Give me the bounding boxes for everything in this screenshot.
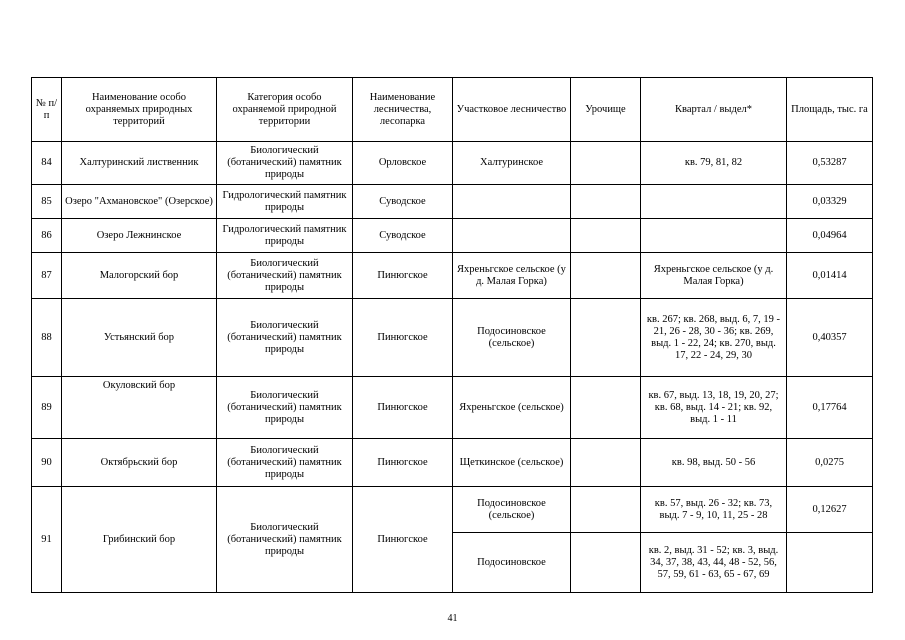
cell-district: Яхреньгское сельское (у д. Малая Горка) (453, 253, 571, 299)
header-row (32, 78, 873, 142)
cell-tract (571, 219, 641, 253)
table-row (32, 299, 873, 377)
cell-area: 0,12627 (787, 487, 873, 533)
header-area: Площадь, тыс. га (787, 78, 873, 142)
cell-tract (571, 185, 641, 219)
cell-name: Грибинский бор (62, 487, 217, 593)
cell-quarter: кв. 2, выд. 31 - 52; кв. 3, выд. 34, 37, 38, 43, 44, 48 - 52, 56, 57, 59, 61 - 63, 65 - 67, 69 (641, 533, 787, 593)
cell-forestry: Пинюгское (353, 253, 453, 299)
header-quarter: Квартал / выдел* (641, 78, 787, 142)
cell-forestry: Суводское (353, 185, 453, 219)
cell-name: Малогорский бор (62, 253, 217, 299)
cell-district (453, 219, 571, 253)
cell-tract (571, 533, 641, 593)
cell-area: 0,04964 (787, 219, 873, 253)
header-district: Участковое лесничество (453, 78, 571, 142)
cell-forestry: Пинюгское (353, 299, 453, 377)
cell-quarter: кв. 79, 81, 82 (641, 142, 787, 185)
header-name: Наименование особо охраняемых природных территорий (62, 78, 217, 142)
cell-category: Биологический (ботанический) памятник природы (217, 142, 353, 185)
cell-tract (571, 142, 641, 185)
cell-forestry: Суводское (353, 219, 453, 253)
cell-district: Подосиновское (сельское) (453, 299, 571, 377)
cell-tract (571, 299, 641, 377)
cell-district (453, 185, 571, 219)
cell-area: 0,01414 (787, 253, 873, 299)
cell-area: 0,03329 (787, 185, 873, 219)
cell-area: 0,17764 (787, 377, 873, 439)
cell-name: Устьянский бор (62, 299, 217, 377)
cell-num: 88 (32, 299, 62, 377)
cell-quarter: кв. 57, выд. 26 - 32; кв. 73, выд. 7 - 9, 10, 11, 25 - 28 (641, 487, 787, 533)
cell-name: Октябрьский бор (62, 439, 217, 487)
header-tract: Урочище (571, 78, 641, 142)
cell-num: 84 (32, 142, 62, 185)
header-forestry: Наименование лесничества, лесопарка (353, 78, 453, 142)
page-number: 41 (447, 613, 458, 624)
cell-forestry: Пинюгское (353, 487, 453, 593)
cell-category: Гидрологический памятник природы (217, 185, 353, 219)
cell-num: 87 (32, 253, 62, 299)
cell-quarter (641, 185, 787, 219)
table-row (32, 439, 873, 487)
cell-district: Халтуринское (453, 142, 571, 185)
cell-tract (571, 253, 641, 299)
cell-tract (571, 377, 641, 439)
cell-category: Биологический (ботанический) памятник природы (217, 439, 353, 487)
table-row (32, 487, 873, 533)
cell-district: Яхреньгское (сельское) (453, 377, 571, 439)
cell-quarter: кв. 67, выд. 13, 18, 19, 20, 27; кв. 68, выд. 14 - 21; кв. 92, выд. 1 - 11 (641, 377, 787, 439)
cell-name: Окуловский бор (62, 377, 217, 439)
cell-forestry: Пинюгское (353, 377, 453, 439)
cell-district: Щеткинское (сельское) (453, 439, 571, 487)
cell-name: Озеро "Ахмановское" (Озерское) (62, 185, 217, 219)
cell-category: Биологический (ботанический) памятник природы (217, 299, 353, 377)
cell-num: 90 (32, 439, 62, 487)
cell-quarter: Яхреньгское сельское (у д. Малая Горка) (641, 253, 787, 299)
cell-district: Подосиновское (сельское) (453, 487, 571, 533)
cell-tract (571, 487, 641, 533)
cell-district: Подосиновское (453, 533, 571, 593)
table-row (32, 253, 873, 299)
cell-name: Халтуринский лиственник (62, 142, 217, 185)
cell-category: Биологический (ботанический) памятник природы (217, 377, 353, 439)
cell-area: 0,0275 (787, 439, 873, 487)
cell-area: 0,40357 (787, 299, 873, 377)
cell-num: 91 (32, 487, 62, 593)
cell-num: 85 (32, 185, 62, 219)
table-row (32, 185, 873, 219)
cell-category: Гидрологический памятник природы (217, 219, 353, 253)
header-num: № п/п (32, 78, 62, 142)
cell-area (787, 533, 873, 593)
table-row (32, 142, 873, 185)
cell-name: Озеро Лежнинское (62, 219, 217, 253)
header-category: Категория особо охраняемой природной территории (217, 78, 353, 142)
cell-quarter (641, 219, 787, 253)
cell-area: 0,53287 (787, 142, 873, 185)
table-row (32, 219, 873, 253)
cell-category: Биологический (ботанический) памятник природы (217, 253, 353, 299)
cell-quarter: кв. 98, выд. 50 - 56 (641, 439, 787, 487)
table-row (32, 377, 873, 439)
cell-forestry: Орловское (353, 142, 453, 185)
cell-category: Биологический (ботанический) памятник природы (217, 487, 353, 593)
cell-tract (571, 439, 641, 487)
cell-num: 89 (32, 377, 62, 439)
protected-areas-table (31, 77, 873, 593)
cell-quarter: кв. 267; кв. 268, выд. 6, 7, 19 - 21, 26 - 28, 30 - 36; кв. 269, выд. 1 - 22, 24; кв. 270, выд. 17, 22 - 24, 29, 30 (641, 299, 787, 377)
cell-num: 86 (32, 219, 62, 253)
cell-forestry: Пинюгское (353, 439, 453, 487)
